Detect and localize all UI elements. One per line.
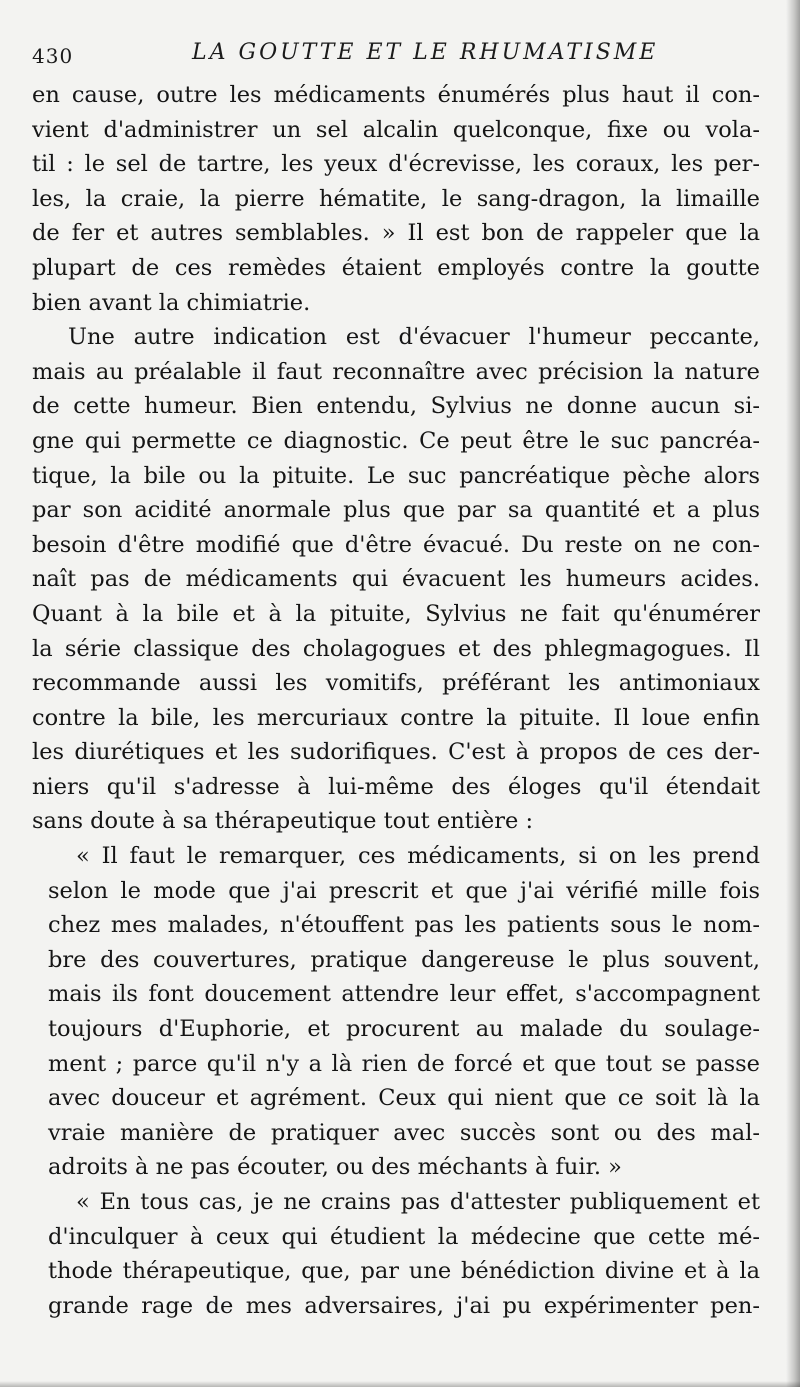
text-line: la série classique des cholagogues et des phlegmagogues. Il — [32, 635, 760, 662]
text-line: de cette humeur. Bien entendu, Sylvius ne donne aucun si- — [32, 393, 760, 420]
text-line: « En tous cas, je ne crains pas d'attester publiquement et — [76, 1189, 760, 1215]
text-line: tique, la bile ou la pituite. Le suc pancréatique pèche alors — [32, 462, 760, 489]
text-line: ment ; parce qu'il n'y a là rien de forcé et que tout se passe — [48, 1050, 760, 1077]
text-line: bien avant la chimiatrie. — [32, 289, 311, 316]
text-line: toujours d'Euphorie, et procurent au malade du soulage- — [48, 1016, 760, 1043]
text-line: de fer et autres semblables. » Il est bon de rappeler que la — [32, 220, 760, 247]
text-line: Quant à la bile et à la pituite, Sylvius ne fait qu'énumérer — [32, 600, 760, 627]
text-line: les diurétiques et les sudorifiques. C'est à propos de ces der- — [32, 739, 760, 766]
text-line: mais au préalable il faut reconnaître avec précision la nature — [32, 358, 760, 385]
text-line: adroits à ne pas écouter, ou des méchants à fuir. » — [48, 1154, 622, 1181]
running-title: LA GOUTTE ET LE RHUMATISME — [192, 40, 659, 65]
text-line: naît pas de médicaments qui évacuent les humeurs acides. — [32, 566, 760, 593]
text-line: d'inculquer à ceux qui étudient la médecine que cette mé- — [48, 1223, 760, 1250]
body-text — [32, 78, 760, 1323]
text-line: recommande aussi les vomitifs, préférant les antimoniaux — [32, 670, 760, 697]
text-line: en cause, outre les médicaments énumérés plus haut il con- — [32, 82, 760, 108]
text-line: mais ils font doucement attendre leur effet, s'accompagnent — [48, 981, 760, 1008]
text-line: grande rage de mes adversaires, j'ai pu expérimenter pen- — [48, 1292, 760, 1319]
text-line: sans doute à sa thérapeutique tout entière : — [32, 808, 534, 835]
page-header — [32, 38, 772, 68]
page-edge-shadow — [786, 0, 800, 1387]
text-line: les, la craie, la pierre hématite, le sang-dragon, la limaille — [32, 185, 760, 212]
text-line: plupart de ces remèdes étaient employés contre la goutte — [32, 254, 760, 281]
text-line: besoin d'être modifié que d'être évacué. Du reste on ne con- — [32, 531, 760, 558]
text-line: chez mes malades, n'étouffent pas les patients sous le nom- — [48, 912, 760, 939]
text-line: Une autre indication est d'évacuer l'humeur peccante, — [68, 324, 760, 351]
page-bottom-edge — [0, 1381, 800, 1387]
text-line: vient d'administrer un sel alcalin quelconque, fixe ou vola- — [32, 116, 760, 143]
text-line: selon le mode que j'ai prescrit et que j'ai vérifié mille fois — [48, 877, 760, 904]
text-line: gne qui permette ce diagnostic. Ce peut être le suc pancréa- — [32, 427, 760, 454]
text-line: thode thérapeutique, que, par une bénédiction divine et à la — [48, 1258, 760, 1285]
text-line: avec douceur et agrément. Ceux qui nient que ce soit là la — [48, 1085, 760, 1112]
text-line: par son acidité anormale plus que par sa quantité et a plus — [32, 497, 760, 524]
text-line: bre des couvertures, pratique dangereuse le plus souvent, — [48, 946, 760, 973]
page-number: 430 — [32, 44, 74, 68]
text-line: contre la bile, les mercuriaux contre la pituite. Il loue enfin — [32, 704, 760, 731]
text-line: vraie manière de pratiquer avec succès sont ou des mal- — [48, 1119, 760, 1146]
text-line: niers qu'il s'adresse à lui-même des éloges qu'il étendait — [32, 773, 760, 800]
text-line: « Il faut le remarquer, ces médicaments, si on les prend — [76, 843, 760, 870]
text-line: til : le sel de tartre, les yeux d'écrevisse, les coraux, les per- — [32, 151, 760, 178]
